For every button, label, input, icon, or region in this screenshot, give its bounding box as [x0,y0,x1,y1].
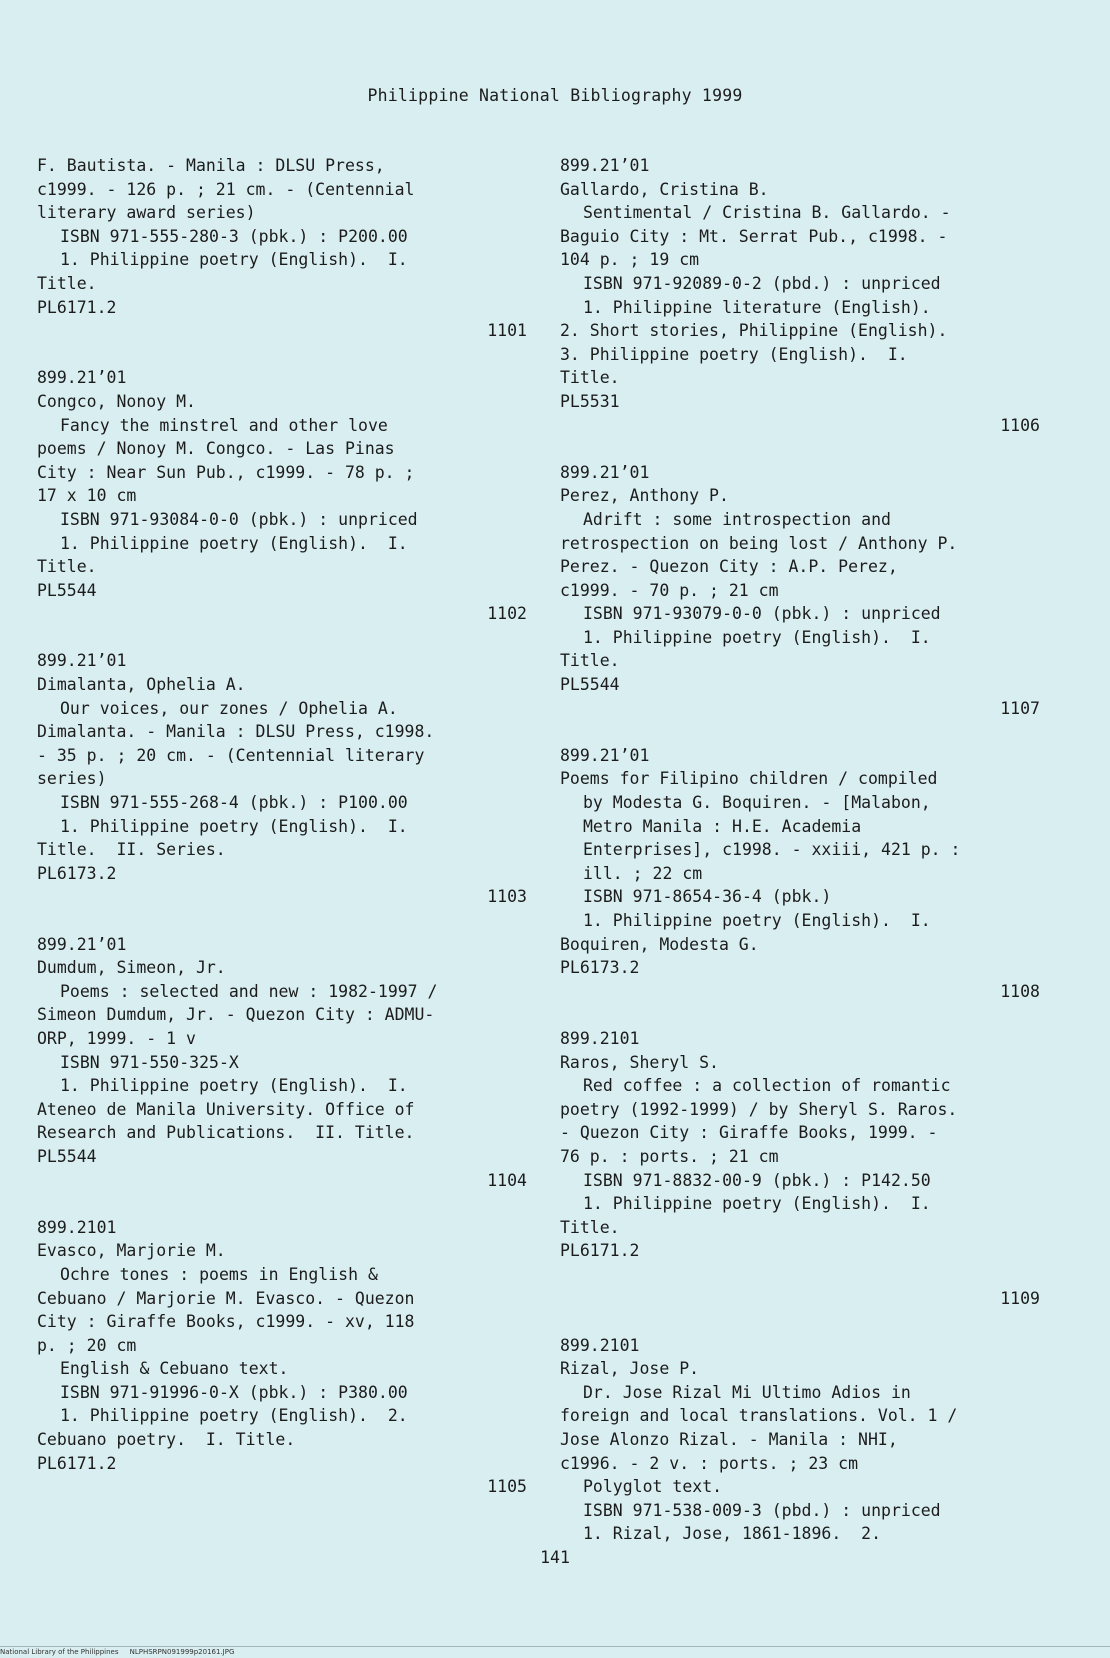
entry-line: 899.21’01 [560,156,650,175]
entry-line: ISBN 971-8832-00-9 (pbk.) : P142.50 [583,1170,931,1190]
entry-line: Dumdum, Simeon, Jr. [37,958,226,978]
entry-line: Ateneo de Manila University. Office of [37,1099,415,1119]
entry-line: retrospection on being lost / Anthony P. [560,533,958,553]
scan-footer: National Library of the Philippines NLPHSRPN091999p20161.JPG [0,1646,1110,1656]
entry-line: 899.21’01 [37,934,127,954]
entry-line: Dimalanta. - Manila : DLSU Press, c1998. [37,722,435,742]
catalog-entry [560,1334,1040,1546]
entry-line: 899.2101 [560,1335,640,1355]
entry-line: 1. Rizal, Jose, 1861-1896. 2. [583,1524,882,1544]
entry-line: PL5544 [37,1146,97,1166]
entry-number: 1105 [487,1477,527,1497]
entry-spacer [37,343,527,367]
entry-line: Raros, Sheryl S. [560,1052,719,1072]
entry-line: 899.21’01 [560,745,650,765]
entry-number: 1102 [487,604,527,624]
entry-line: 899.21’01 [37,651,127,671]
catalog-entry [37,933,527,1216]
catalog-entry [560,154,1040,461]
entry-number: 1101 [487,321,527,341]
entry-line: ISBN 971-555-280-3 (pbk.) : P200.00 [60,226,408,246]
entry-line: 1. Philippine poetry (English). I. [60,816,408,836]
entry-line: Adrift : some introspection and [583,509,891,529]
entry-line: foreign and local translations. Vol. 1 / [560,1406,958,1426]
entry-number: 1104 [487,1170,527,1190]
entry-line: PL5544 [560,675,620,695]
entry-line: p. ; 20 cm [37,1335,137,1355]
catalog-entry [560,461,1040,744]
entry-spacer [37,1499,527,1523]
catalog-entry [37,649,527,932]
entry-line: Cebuano poetry. I. Title. [37,1430,296,1450]
left-column [37,154,527,1522]
entry-line: PL6173.2 [560,958,640,978]
entry-line: Enterprises], c1998. - xxiii, 421 p. : [583,840,961,860]
entry-line: Ochre tones : poems in English & [60,1264,378,1284]
entry-line: Red coffee : a collection of romantic [583,1076,951,1096]
entry-line: 1. Philippine poetry (English). 2. [60,1406,408,1426]
entry-line: Research and Publications. II. Title. [37,1123,415,1143]
entry-line: Jose Alonzo Rizal. - Manila : NHI, [560,1430,898,1450]
entry-line: ISBN 971-91996-0-X (pbk.) : P380.00 [60,1382,408,1402]
entry-line: by Modesta G. Boquiren. - [Malabon, [583,793,931,813]
entry-line: 899.21’01 [37,368,127,388]
entry-line: c1999. - 126 p. ; 21 cm. - (Centennial [37,179,415,199]
entry-line: PL5544 [37,580,97,600]
entry-line: PL6171.2 [37,297,117,317]
entry-spacer [560,1310,1040,1334]
entry-spacer [37,909,527,933]
entry-line: Dr. Jose Rizal Mi Ultimo Adios in [583,1382,911,1402]
entry-line: Poems : selected and new : 1982-1997 / [60,981,438,1001]
entry-line: series) [37,769,107,789]
entry-line: 899.2101 [37,1217,117,1237]
entry-line: 899.2101 [560,1028,640,1048]
entry-line: ISBN 971-93079-0-0 (pbk.) : unpriced [583,604,941,624]
entry-spacer [560,437,1040,461]
entry-line: - Quezon City : Giraffe Books, 1999. - [560,1123,938,1143]
entry-line: Poems for Filipino children / compiled [560,769,938,789]
entry-line: 1. Philippine poetry (English). I. [583,1194,931,1214]
entry-line: 899.21’01 [560,462,650,482]
entry-line: 1. Philippine poetry (English). I. [60,1076,408,1096]
entry-line: Title. [560,368,620,388]
entry-line: Evasco, Marjorie M. [37,1241,226,1261]
entry-line: City : Giraffe Books, c1999. - xv, 118 [37,1312,415,1332]
entry-line: ISBN 971-555-268-4 (pbk.) : P100.00 [60,793,408,813]
entry-line: PL6171.2 [560,1241,640,1261]
entry-line: Dimalanta, Ophelia A. [37,675,246,695]
entry-spacer [37,626,527,650]
entry-line: 17 x 10 cm [37,486,137,506]
entry-spacer [560,720,1040,744]
entry-line: ISBN 971-93084-0-0 (pbk.) : unpriced [60,509,418,529]
entry-line: Perez. - Quezon City : A.P. Perez, [560,557,898,577]
entry-number: 1103 [487,887,527,907]
entry-line: ISBN 971-550-325-X [60,1052,239,1072]
entry-line: Cebuano / Marjorie M. Evasco. - Quezon [37,1288,415,1308]
entry-line: Our voices, our zones / Ophelia A. [60,698,398,718]
entry-number: 1109 [1000,1288,1040,1308]
entry-line: Polyglot text. [583,1477,723,1497]
entry-spacer [37,1192,527,1216]
entry-line: City : Near Sun Pub., c1999. - 78 p. ; [37,462,415,482]
entry-line: ISBN 971-8654-36-4 (pbk.) [583,887,832,907]
entry-line: 1. Philippine poetry (English). I. [583,627,931,647]
catalog-entry [37,366,527,649]
entry-line: Baguio City : Mt. Serrat Pub., c1998. - [560,226,948,246]
entry-line: Sentimental / Cristina B. Gallardo. - [583,203,951,223]
entry-line: Metro Manila : H.E. Academia [583,816,862,836]
page-number: 141 [540,1548,570,1567]
entry-line: Title. [37,273,97,293]
catalog-entry [37,154,527,366]
entry-line: Title. [37,557,97,577]
entry-number: 1108 [1000,981,1040,1001]
entry-spacer [560,1003,1040,1027]
entry-line: 3. Philippine poetry (English). I. [560,344,908,364]
entry-line: literary award series) [37,203,256,223]
entry-line: 1. Philippine poetry (English). I. [583,911,931,930]
entry-line: Title. [560,651,620,671]
entry-line: F. Bautista. - Manila : DLSU Press, [37,156,385,175]
right-column [560,154,1040,1546]
entry-line: Congco, Nonoy M. [37,391,196,411]
entry-line: ISBN 971-92089-0-2 (pbd.) : unpriced [583,273,941,293]
entry-number: 1107 [1000,698,1040,718]
entry-line: ORP, 1999. - 1 v [37,1028,196,1048]
entry-line: 104 p. ; 19 cm [560,250,700,270]
entry-line: English & Cebuano text. [60,1359,289,1379]
entry-line: ISBN 971-538-009-3 (pbd.) : unpriced [583,1500,941,1520]
catalog-entry [560,1027,1040,1334]
entry-line: 1. Philippine poetry (English). I. [60,533,408,553]
entry-line: 1. Philippine literature (English). [583,297,931,317]
entry-line: Simeon Dumdum, Jr. - Quezon City : ADMU- [37,1005,435,1025]
entry-line: Title. II. Series. [37,840,226,860]
entry-line: 1. Philippine poetry (English). I. [60,250,408,270]
entry-line: Fancy the minstrel and other love [60,415,388,435]
entry-line: poems / Nonoy M. Congco. - Las Pinas [37,439,395,459]
page-header: Philippine National Bibliography 1999 [367,86,743,105]
entry-line: PL6173.2 [37,863,117,883]
entry-spacer [560,1263,1040,1287]
entry-line: Boquiren, Modesta G. [560,934,759,954]
entry-line: PL5531 [560,391,620,411]
entry-line: ill. ; 22 cm [583,863,703,883]
entry-number: 1106 [1000,415,1040,435]
entry-line: c1999. - 70 p. ; 21 cm [560,580,779,600]
entry-line: c1996. - 2 v. : ports. ; 23 cm [560,1453,859,1473]
entry-line: PL6171.2 [37,1453,117,1473]
entry-line: 2. Short stories, Philippine (English). [560,321,948,341]
entry-line: Perez, Anthony P. [560,486,729,506]
entry-line: Title. [560,1217,620,1237]
catalog-entry [37,1216,527,1523]
entry-line: poetry (1992-1999) / by Sheryl S. Raros. [560,1099,958,1119]
entry-line: Rizal, Jose P. [560,1359,700,1379]
entry-line: Gallardo, Cristina B. [560,179,769,199]
entry-line: - 35 p. ; 20 cm. - (Centennial literary [37,745,425,765]
entry-line: 76 p. : ports. ; 21 cm [560,1146,779,1166]
catalog-entry [560,744,1040,1027]
